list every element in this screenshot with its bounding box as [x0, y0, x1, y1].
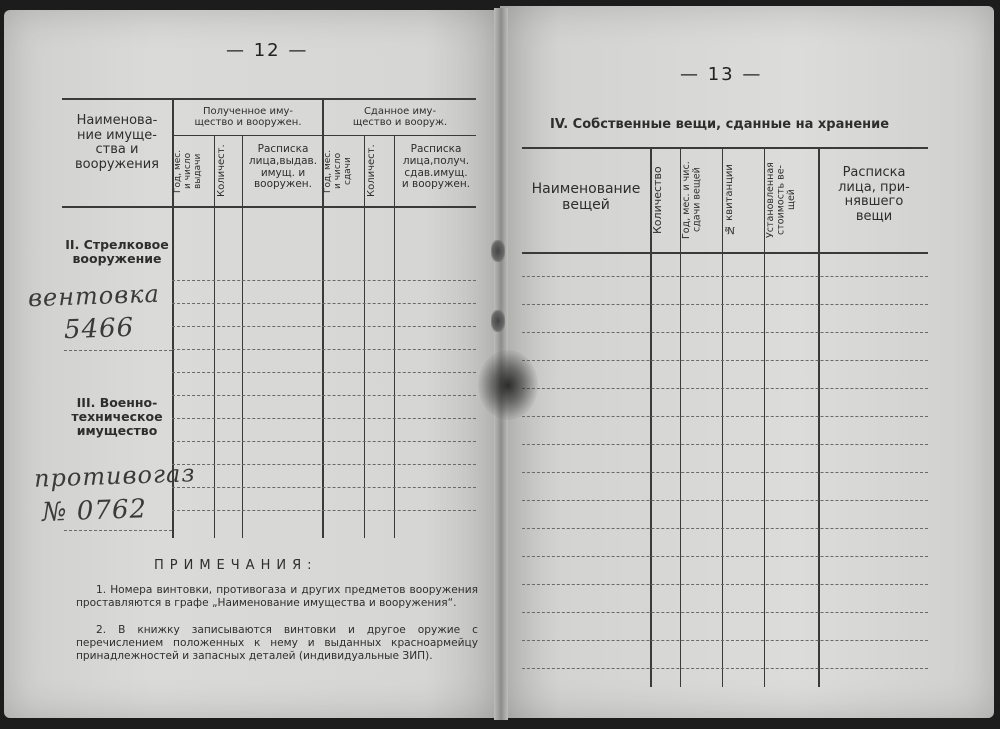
ruled-row-line	[172, 418, 476, 419]
page-number-12: — 12 —	[226, 40, 309, 61]
ruled-row-line	[172, 441, 476, 442]
ruled-row-line	[172, 280, 476, 281]
binding-staple-top	[491, 240, 505, 262]
header-date-issue: Год, мес. и число выдачи	[173, 149, 203, 193]
section-small-arms: II. Стрелковое вооружение	[65, 237, 169, 266]
ruled-row-line	[522, 528, 928, 529]
ruled-row-line	[522, 668, 928, 669]
right-col-divider-value	[818, 147, 820, 687]
right-header-bottom-rule	[522, 252, 928, 254]
binding-staple-mid	[491, 310, 505, 332]
header-receipt-received: Расписка лица,выдав. имущ. и вооружен.	[248, 143, 318, 191]
header-receipt-surrendered: Расписка лица,получ. сдав.имущ. и вооружен.	[401, 143, 471, 191]
ruled-row-line	[172, 395, 476, 396]
ruled-row-line	[522, 556, 928, 557]
ruled-row-line	[172, 510, 476, 511]
handwritten-gasmask: противогаз	[33, 459, 196, 493]
ruled-row-line	[522, 332, 928, 333]
note-2: 2. В книжку записываются винтовки и другое оружие с перечислением положенных к нему и выданных красноармейцу принадлежностей и запасных деталей (индивидуальные ЗИП).	[76, 624, 478, 662]
ruled-row-line	[522, 612, 928, 613]
ruled-row-line	[172, 303, 476, 304]
ruled-row-line	[522, 444, 928, 445]
right-header-name: Наименование вещей	[531, 181, 641, 213]
ink-stain	[478, 350, 538, 420]
right-page	[500, 6, 994, 718]
page-number-13: — 13 —	[680, 64, 763, 85]
header-qty-2: Количест.	[366, 144, 377, 198]
note-1: 1. Номера винтовки, противогаза и других предметов вооружения проставляются в графе „Наименование имущества и вооружения“.	[76, 584, 478, 609]
ruled-row-line	[64, 350, 172, 351]
handwritten-rifle-number: 5466	[63, 312, 135, 346]
ruled-row-line	[522, 304, 928, 305]
ruled-row-line	[172, 464, 476, 465]
ruled-row-line	[522, 416, 928, 417]
table-top-rule	[62, 98, 476, 100]
ruled-row-line	[522, 500, 928, 501]
ruled-row-line	[522, 584, 928, 585]
group-header-rule	[172, 135, 476, 136]
right-header-date: Год, мес. и чис. сдачи вещей	[681, 161, 703, 239]
col-divider-qty1	[242, 135, 243, 538]
section-title-personal-items: IV. Собственные вещи, сданные на хранение	[550, 117, 890, 132]
notes-title: ПРИМЕЧАНИЯ:	[154, 558, 318, 573]
section-military-tech: III. Военно- техническое имущество	[71, 395, 163, 438]
ruled-row-line	[172, 349, 476, 350]
right-header-qty: Количество	[651, 166, 664, 234]
col-divider-date1	[214, 135, 215, 538]
col-divider-date2	[364, 135, 365, 538]
ruled-row-line	[522, 472, 928, 473]
header-bottom-rule	[62, 206, 476, 208]
header-surrendered-group: Сданное иму- щество и вооруж.	[352, 106, 448, 129]
handwritten-gasmask-number: № 0762	[41, 494, 148, 528]
ruled-row-line	[172, 487, 476, 488]
left-page	[4, 10, 500, 718]
right-header-signature: Расписка лица, при- нявшего вещи	[838, 165, 910, 224]
ruled-row-line	[172, 326, 476, 327]
right-table-top-rule	[522, 147, 928, 149]
right-header-value: Установленная стоимость ве- щей	[765, 162, 797, 238]
header-date-surrender: Год, мес. и число сдачи	[323, 149, 353, 193]
ruled-row-line	[522, 388, 928, 389]
header-received-group: Полученное иму- щество и вооружен.	[194, 106, 302, 129]
right-col-divider-date	[722, 147, 723, 687]
right-header-receipt-no: № квитанции	[724, 164, 735, 236]
ruled-row-line	[522, 640, 928, 641]
col-divider-qty2	[394, 135, 395, 538]
header-qty-1: Количест.	[216, 144, 227, 198]
ruled-row-line	[522, 276, 928, 277]
ruled-row-line	[522, 360, 928, 361]
header-name-column: Наименова- ние имуще- ства и вооружения	[75, 113, 159, 172]
ruled-row-line	[172, 372, 476, 373]
handwritten-rifle: вентовка	[27, 279, 161, 313]
ruled-row-line	[64, 530, 172, 531]
